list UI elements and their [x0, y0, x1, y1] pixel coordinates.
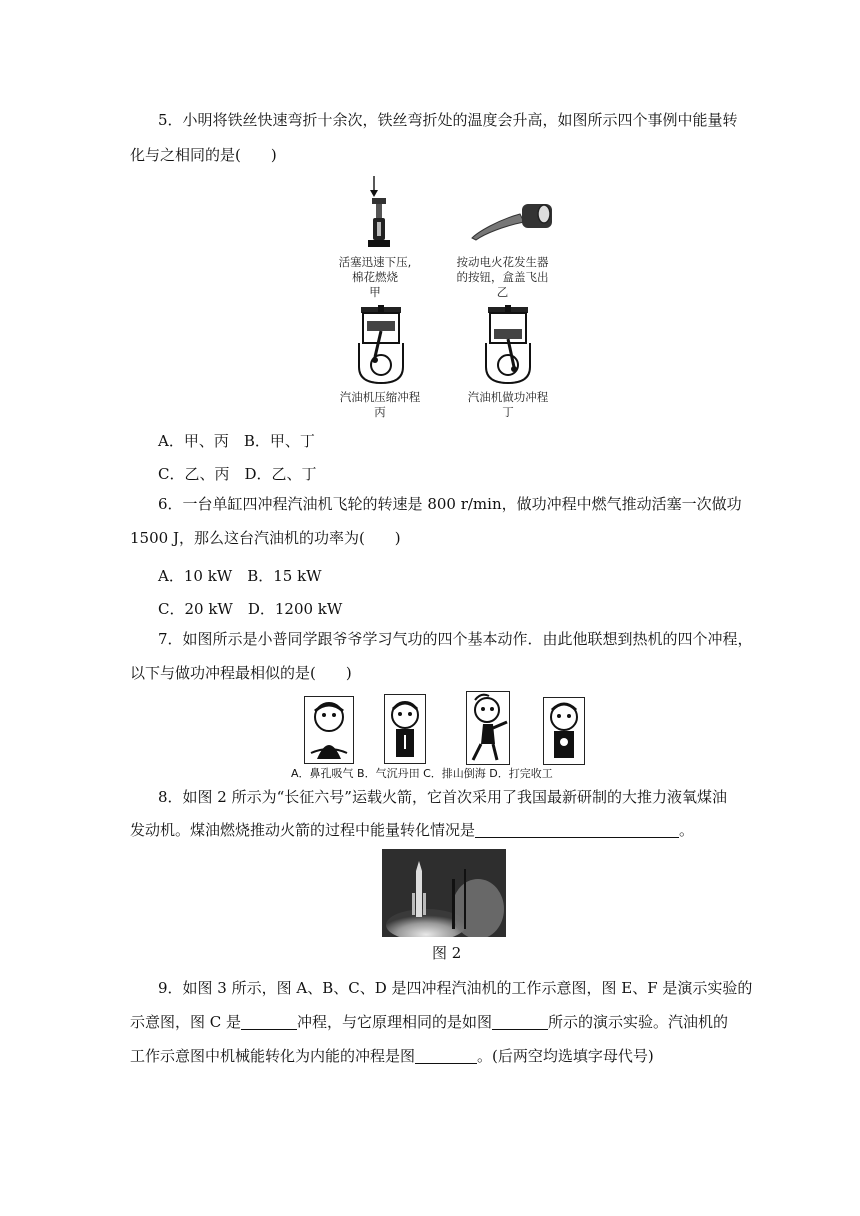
q9-line2-text-c: 所示的演示实验。汽油机的 — [548, 1013, 729, 1031]
q5-options-cd: C．乙、丙 D．乙、丁 — [158, 465, 317, 483]
piston-pump-figure — [360, 172, 400, 252]
q9-line3-text-b: 。(后两空均选填字母代号) — [477, 1047, 654, 1065]
q9-line3 — [130, 1049, 740, 1064]
q9-line2-text-b: 冲程，与它原理相同的是如图 — [297, 1013, 493, 1031]
spark-generator-figure — [468, 194, 558, 244]
engine-compression-stroke-figure — [353, 305, 409, 385]
q8-line2-text: 发动机。煤油燃烧推动火箭的过程中能量转化情况是 — [130, 821, 476, 839]
q9-blank-1[interactable] — [241, 1015, 297, 1030]
caption-bing-1: 汽油机压缩冲程 — [339, 390, 421, 404]
q5-line2: 化与之相同的是( ) — [130, 146, 277, 164]
q7-line1: 7．如图所示是小普同学跟爷爷学习气功的四个基本动作．由此他联想到热机的四个冲程， — [158, 630, 753, 648]
q8-answer-blank[interactable] — [475, 823, 679, 838]
rocket-launch-photo — [382, 849, 506, 937]
caption-jia-3: 甲 — [369, 285, 381, 299]
q8-line1: 8．如图 2 所示为“长征六号”运载火箭，它首次采用了我国最新研制的大推力液氧煤油 — [158, 788, 727, 806]
qigong-figure-a — [304, 696, 354, 764]
q9-line3-text-a: 工作示意图中机械能转化为内能的冲程是图 — [130, 1047, 416, 1065]
q5-options-ab: A．甲、丙 B．甲、丁 — [158, 432, 315, 450]
caption-jia-2: 棉花燃烧 — [352, 270, 398, 284]
caption-jia-1: 活塞迅速下压, — [338, 255, 412, 269]
q8-line2-end: 。 — [679, 821, 695, 839]
q9-line2 — [130, 1015, 740, 1030]
caption-bing-2: 丙 — [374, 405, 386, 419]
qigong-option-labels: A．鼻孔吸气 B．气沉丹田 C．排山倒海 D．打完收工 — [291, 767, 553, 780]
caption-yi-1: 按动电火花发生器 — [456, 255, 549, 269]
q6-options-cd: C．20 kW D．1200 kW — [158, 600, 343, 618]
q9-line1: 9．如图 3 所示，图 A、B、C、D 是四冲程汽油机的工作示意图，图 E、F 是演示实验的 — [158, 979, 753, 997]
q6-options-ab: A．10 kW B．15 kW — [158, 567, 322, 585]
q8-line2 — [130, 823, 740, 838]
figure-2-caption: 图 2 — [432, 944, 462, 962]
qigong-figure-b — [384, 694, 426, 764]
q5-line1: 5．小明将铁丝快速弯折十余次，铁丝弯折处的温度会升高，如图所示四个事例中能量转 — [158, 111, 738, 129]
q6-line2: 1500 J，那么这台汽油机的功率为( ) — [130, 529, 401, 547]
caption-yi-3: 乙 — [496, 285, 509, 299]
caption-yi-2: 的按钮，盒盖飞出 — [456, 270, 549, 284]
caption-ding-2: 丁 — [502, 405, 514, 419]
q9-blank-3[interactable] — [415, 1049, 477, 1064]
q9-line2-text-a: 示意图，图 C 是 — [130, 1013, 242, 1031]
engine-power-stroke-figure — [480, 305, 536, 385]
q6-line1: 6．一台单缸四冲程汽油机飞轮的转速是 800 r/min，做功冲程中燃气推动活塞一次做功 — [158, 495, 742, 513]
q7-line2: 以下与做功冲程最相似的是( ) — [130, 664, 352, 682]
q9-blank-2[interactable] — [492, 1015, 548, 1030]
qigong-figure-c — [466, 691, 510, 765]
qigong-figure-d — [543, 697, 585, 765]
caption-ding-1: 汽油机做功冲程 — [467, 390, 549, 404]
